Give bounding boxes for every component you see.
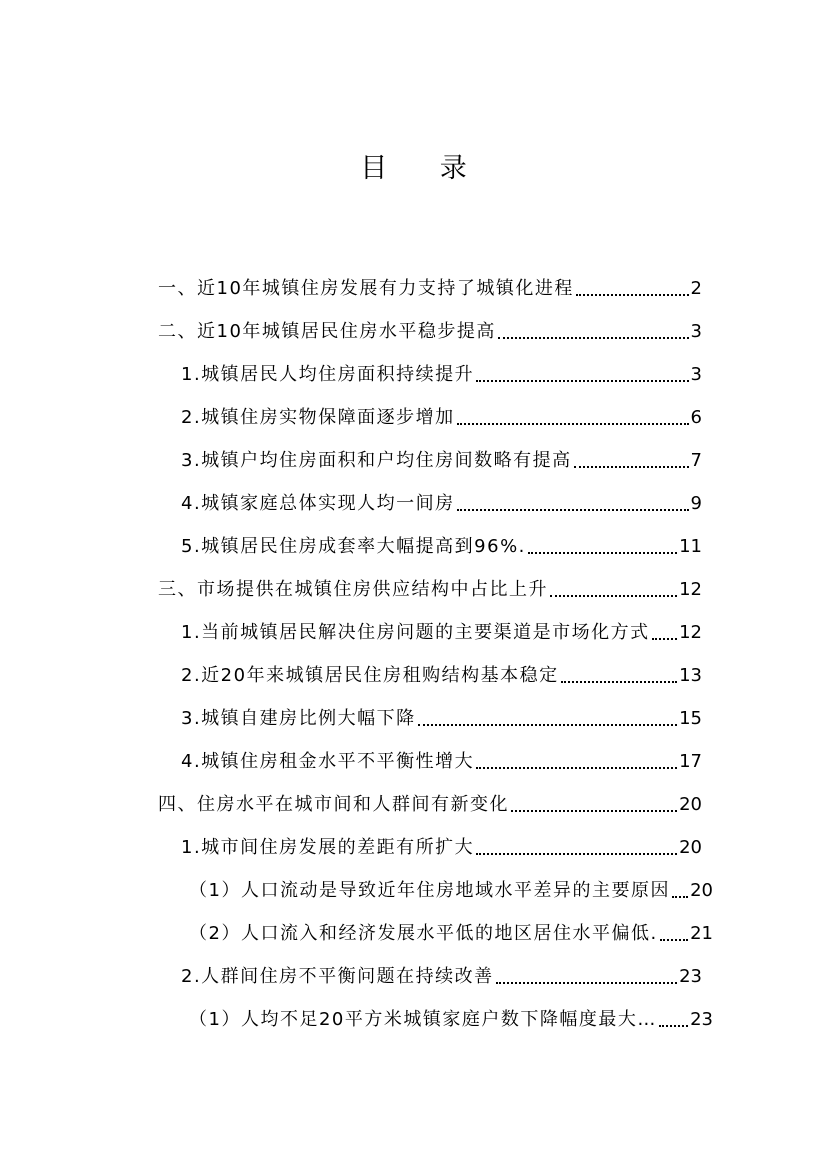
toc-entry-label: 4.城镇住房租金水平不平衡性增大 — [181, 751, 475, 772]
toc-page-number: 12 — [679, 622, 702, 643]
toc-dot-leader — [660, 938, 688, 941]
toc-dot-leader — [574, 465, 689, 468]
toc-page-number: 15 — [679, 708, 702, 729]
toc-dot-leader — [476, 379, 688, 382]
toc-entry[interactable] — [181, 393, 702, 429]
toc-entry[interactable] — [181, 522, 702, 558]
toc-entry[interactable] — [181, 694, 702, 730]
toc-dot-leader — [418, 723, 677, 726]
toc-page-number: 11 — [679, 536, 702, 557]
toc-entry[interactable] — [158, 307, 702, 343]
toc-dot-leader — [498, 336, 689, 339]
toc-entry[interactable] — [189, 909, 713, 945]
toc-entry-label: 3.城镇户均住房面积和户均住房间数略有提高 — [181, 450, 572, 471]
toc-entry[interactable] — [181, 608, 702, 644]
toc-entry-label: 2.近20年来城镇居民住房租购结构基本稳定 — [181, 665, 559, 686]
toc-entry[interactable] — [181, 823, 702, 859]
toc-page-number: 2 — [690, 278, 702, 299]
toc-entry[interactable] — [158, 565, 702, 601]
toc-page-number: 23 — [679, 966, 702, 987]
toc-entry[interactable] — [181, 350, 702, 386]
toc-entry-label: 2.人群间住房不平衡问题在持续改善 — [181, 966, 494, 987]
toc-page-number: 7 — [690, 450, 702, 471]
toc-entry[interactable] — [181, 952, 702, 988]
toc-entry-label: 三、市场提供在城镇住房供应结构中占比上升 — [158, 579, 548, 600]
toc-dot-leader — [511, 809, 677, 812]
toc-entry-label: 1.城镇居民人均住房面积持续提升 — [181, 364, 475, 385]
toc-dot-leader — [672, 895, 688, 898]
toc-page-number: 6 — [690, 407, 702, 428]
toc-entry-label: （1）人口流动是导致近年住房地域水平差异的主要原因 — [189, 880, 670, 901]
toc-dot-leader — [652, 637, 677, 640]
toc-page-number: 3 — [690, 364, 702, 385]
toc-entry[interactable] — [189, 866, 713, 902]
toc-page-number: 9 — [690, 493, 702, 514]
toc-dot-leader — [576, 293, 689, 296]
toc-page-number: 20 — [679, 837, 702, 858]
toc-entry[interactable] — [158, 264, 702, 300]
toc-entry-label: 1.城市间住房发展的差距有所扩大 — [181, 837, 475, 858]
toc-entry-label: （2）人口流入和经济发展水平低的地区居住水平偏低. — [189, 923, 658, 944]
page-title: 目 录 — [360, 153, 489, 184]
toc-page-number: 21 — [690, 923, 713, 944]
toc-entry-label: 二、近10年城镇居民住房水平稳步提高 — [158, 321, 496, 342]
toc-entry[interactable] — [181, 436, 702, 472]
toc-dot-leader — [457, 422, 689, 425]
toc-page-number: 3 — [690, 321, 702, 342]
toc-dot-leader — [550, 594, 677, 597]
toc-page-number: 12 — [679, 579, 702, 600]
toc-page-number: 23 — [690, 1009, 713, 1030]
toc-entry-label: 四、住房水平在城市间和人群间有新变化 — [158, 794, 509, 815]
toc-page-number: 20 — [690, 880, 713, 901]
toc-entry-label: （1）人均不足20平方米城镇家庭户数下降幅度最大… — [189, 1009, 657, 1030]
toc-entry-label: 3.城镇自建房比例大幅下降 — [181, 708, 416, 729]
toc-page-number: 17 — [679, 751, 702, 772]
toc-entry-label: 1.当前城镇居民解决住房问题的主要渠道是市场化方式 — [181, 622, 650, 643]
toc-entry[interactable] — [181, 737, 702, 773]
toc-page-number: 20 — [679, 794, 702, 815]
toc-dot-leader — [528, 551, 677, 554]
toc-entry[interactable] — [181, 479, 702, 515]
toc-page-number: 13 — [679, 665, 702, 686]
toc-entry-label: 一、近10年城镇住房发展有力支持了城镇化进程 — [158, 278, 574, 299]
toc-dot-leader — [561, 680, 678, 683]
toc-dot-leader — [476, 766, 677, 769]
toc-entry-label: 5.城镇居民住房成套率大幅提高到96%. — [181, 536, 526, 557]
toc-entry-label: 2.城镇住房实物保障面逐步增加 — [181, 407, 455, 428]
toc-dot-leader — [457, 508, 689, 511]
toc-entry-label: 4.城镇家庭总体实现人均一间房 — [181, 493, 455, 514]
toc-entry[interactable] — [189, 995, 713, 1031]
toc-entry[interactable] — [158, 780, 702, 816]
toc-dot-leader — [659, 1024, 688, 1027]
toc-dot-leader — [476, 852, 677, 855]
toc-dot-leader — [496, 981, 677, 984]
toc-entry[interactable] — [181, 651, 702, 687]
